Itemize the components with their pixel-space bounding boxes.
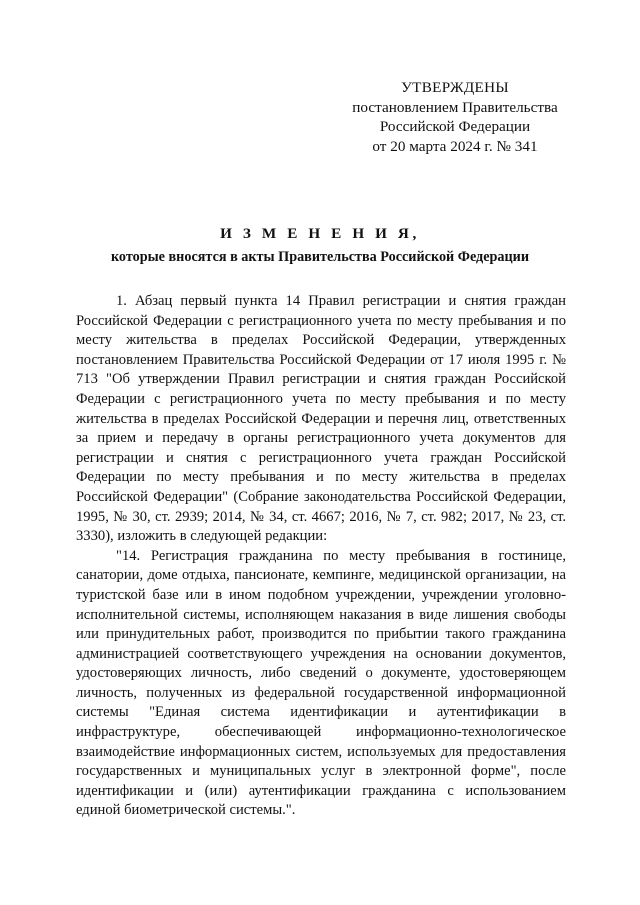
paragraph-new-clause-14: "14. Регистрация гражданина по месту пребывания в гостинице, санатории, доме отдыха, пансионате, кемпинге, медицинской организации, на туристской базе или в ином подобном учреждении, учреждении уголовно-исполнительной системы, исполняющем наказания в виде лишения свободы или принудительных работ, производится по прибытии такого гражданина администрацией соответствующего учреждения на основании документов, удостоверяющих личность, либо сведений о документе, удостоверяющем личность, полученных из федеральной государственной информационной системы "Единая система идентификации и аутентификации в инфраструктуре, обеспечивающей информационно-технологическое взаимодействие информационных систем, используемых для предоставления государственных и муниципальных услуг в электронной форме", после идентификации и (или) аутентификации гражданина с использованием единой биометрической системы.". — [76, 547, 566, 819]
approval-heading: УТВЕРЖДЕНЫ — [401, 79, 509, 96]
document-title: И З М Е Н Е Н И Я, — [220, 225, 420, 242]
approval-line-date: от 20 марта 2024 г. № 341 — [372, 137, 538, 155]
approval-line-government: Российской Федерации — [379, 118, 531, 135]
document-subtitle: которые вносятся в акты Правительства Российской Федерации — [110, 249, 530, 265]
approval-line-resolution: постановлением Правительства — [352, 98, 558, 116]
document-body — [76, 292, 566, 821]
paragraph-amendment-1: 1. Абзац первый пункта 14 Правил регистрации и снятия граждан Российской Федерации с регистрационного учета по месту пребывания и по месту жительства в пределах Российской Федерации, утвержденных постановлением Правительства Российской Федерации от 17 июля 1995 г. № 713 "Об утверждении Правил регистрации и снятия граждан Российской Федерации с регистрационного учета по месту пребывания и по месту жительства в пределах Российской Федерации и перечня лиц, ответственных за прием и передачу в органы регистрационного учета документов для регистрации и снятия с регистрационного учета граждан Российской Федерации по месту пребывания и по месту жительства в пределах Российской Федерации" (Собрание законодательства Российской Федерации, 1995, № 30, ст. 2939; 2014, № 34, ст. 4667; 2016, № 7, ст. 982; 2017, № 23, ст. 3330), изложить в следующей редакции: — [76, 293, 566, 545]
approval-block — [330, 78, 580, 156]
